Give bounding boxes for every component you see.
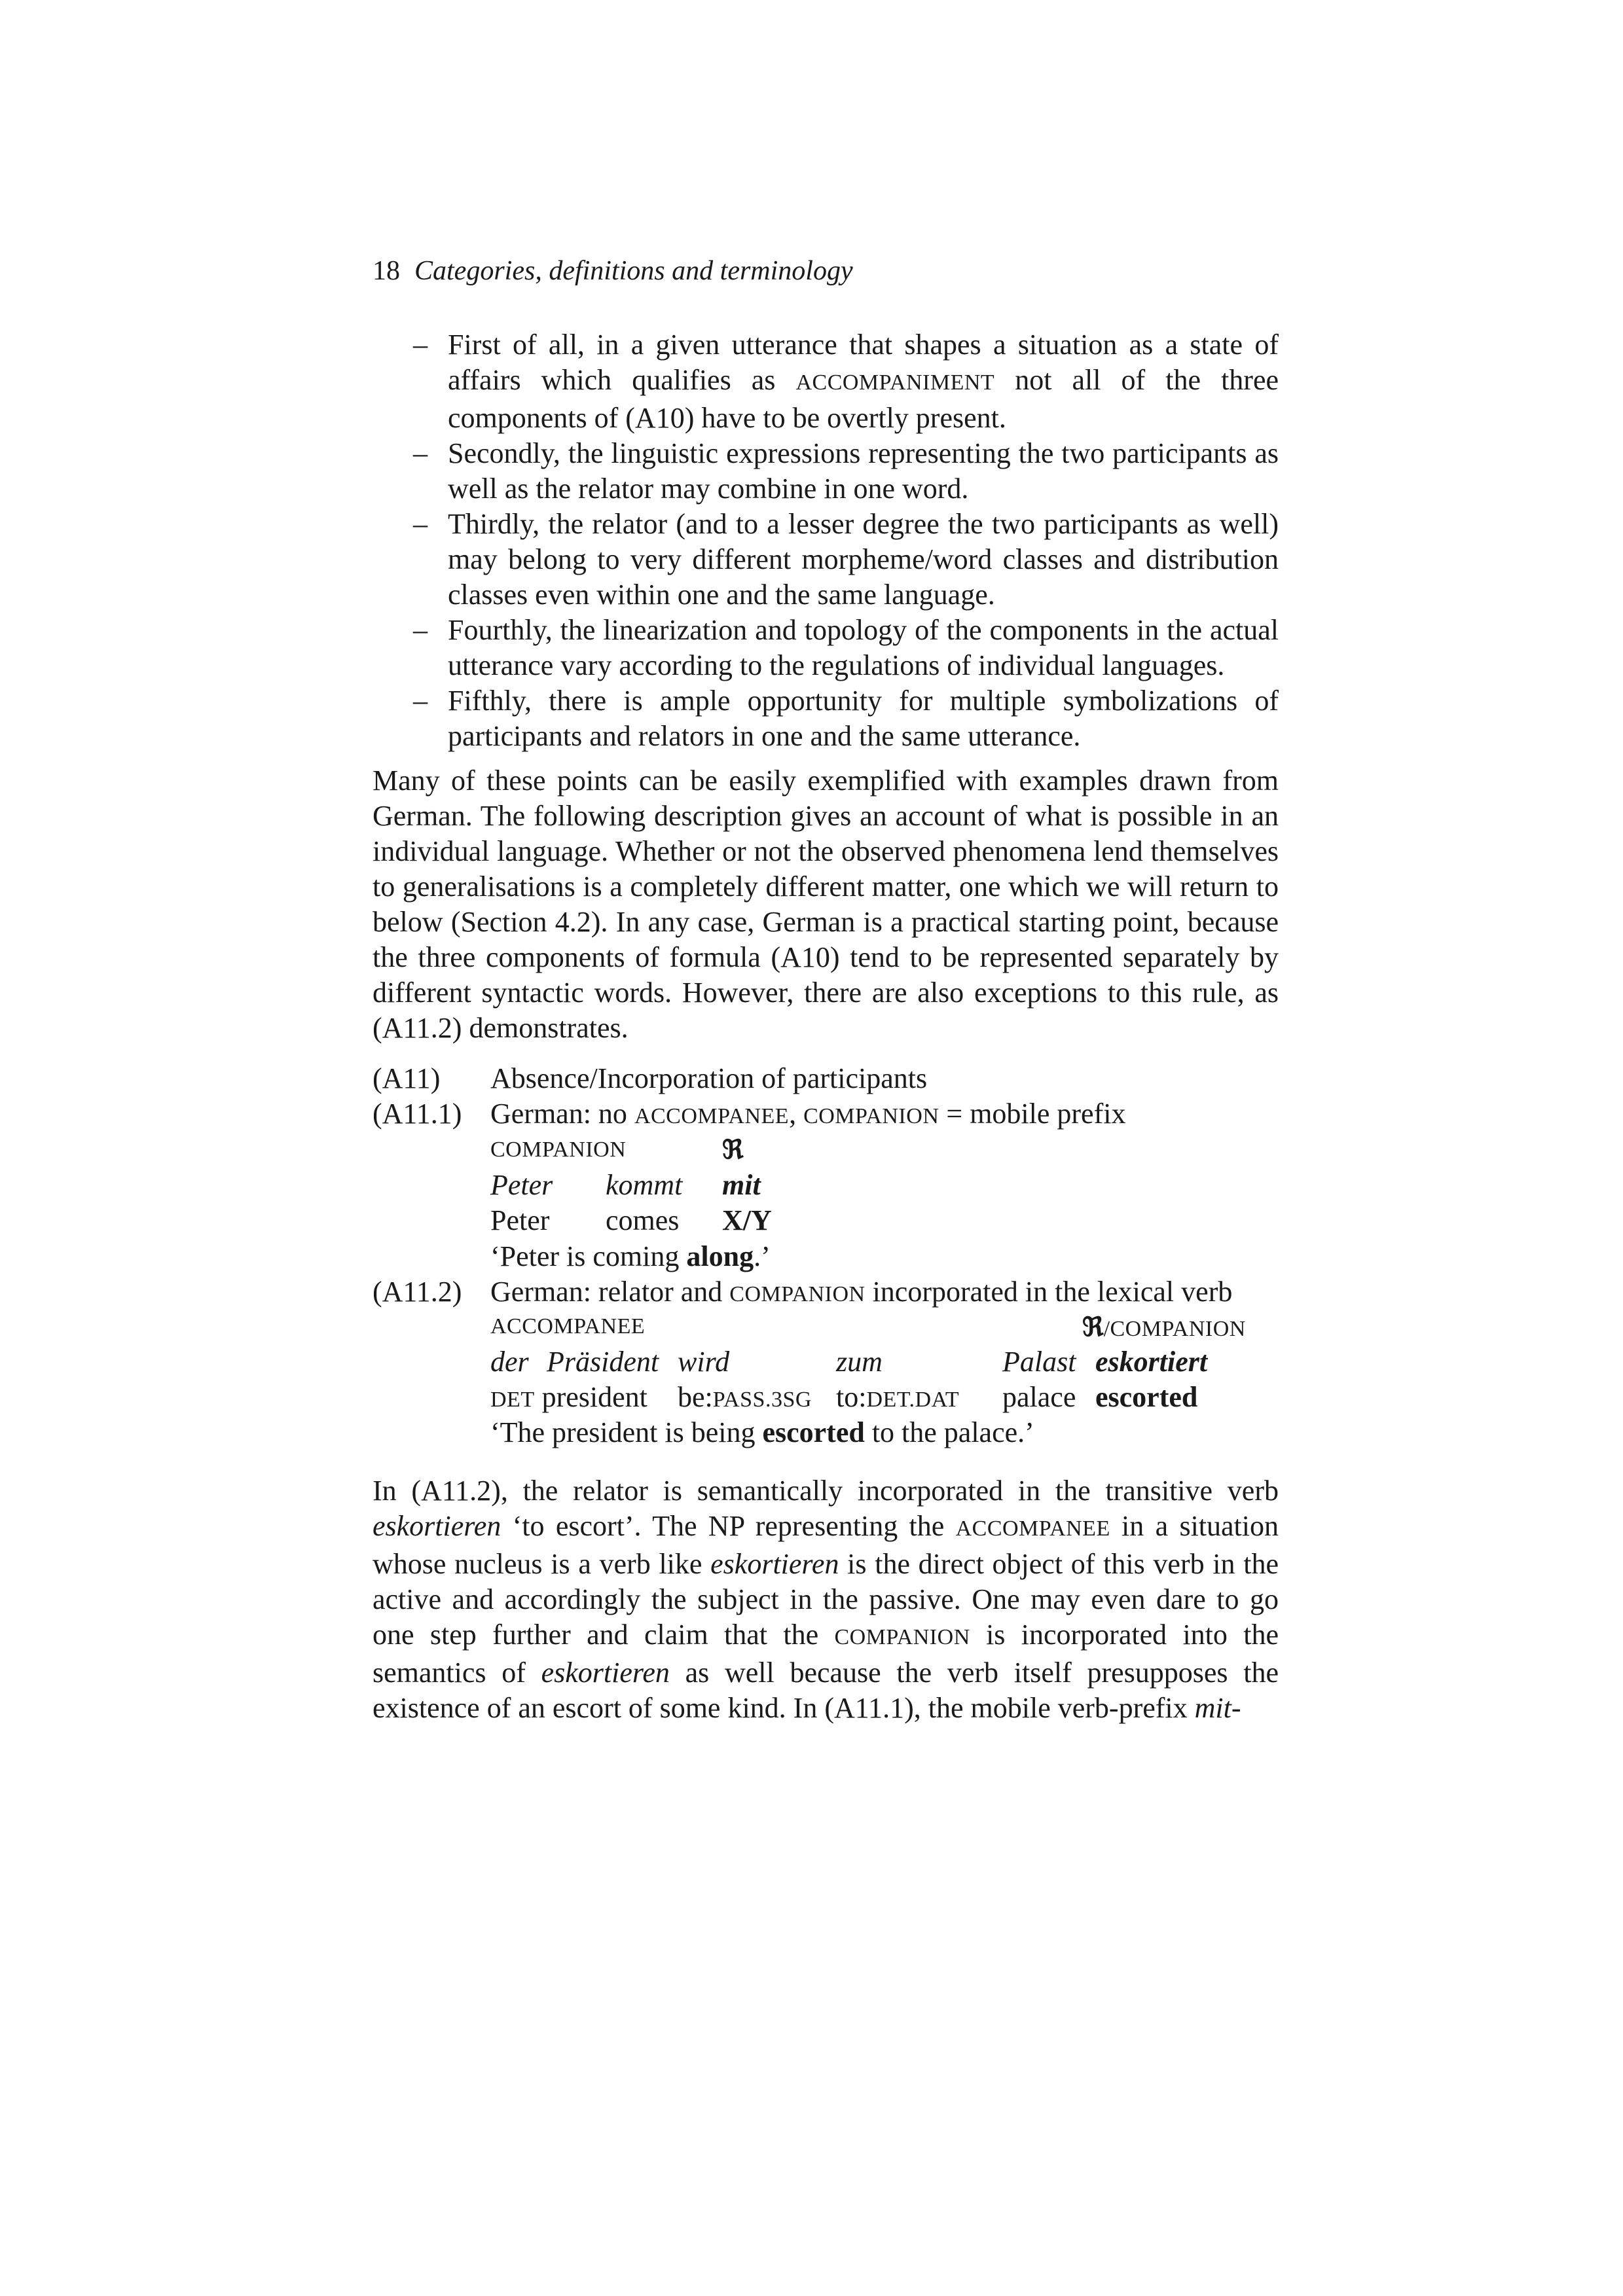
dash-marker: – <box>413 685 428 717</box>
role-label: COMPANION <box>490 1138 627 1162</box>
gloss: to:DET.DAT <box>836 1381 960 1413</box>
word: zum <box>836 1346 883 1378</box>
bullet-item <box>373 436 1279 507</box>
word-line-a11-1 <box>490 1168 1014 1203</box>
example-title: German: no ACCOMPANEE, COMPANION = mobile prefix <box>490 1098 1126 1130</box>
page-number: 18 <box>373 256 400 286</box>
gloss: Peter <box>490 1204 550 1236</box>
relator-symbol: ℜ <box>1082 1312 1104 1342</box>
gloss-line-a11-2 <box>490 1380 1279 1415</box>
bullet-text: Fourthly, the linearization and topology of the components in the actual utterance vary according to the regulations of individual languages. <box>448 614 1279 681</box>
running-header <box>373 254 853 288</box>
running-title: Categories, definitions and terminology <box>414 256 853 286</box>
gloss: palace <box>1002 1381 1076 1413</box>
example-number: (A11.1) <box>373 1098 462 1130</box>
bullet-text: First of all, in a given utterance that shapes a situation as a state of affairs which qualifies as <box>448 329 1279 396</box>
gloss: comes <box>606 1204 680 1236</box>
word: eskortiert <box>1095 1346 1208 1378</box>
bullet-text: Fifthly, there is ample opportunity for multiple symbolizations of participants and relators in one and the same utterance. <box>448 685 1279 752</box>
gloss-line-a11-1 <box>490 1203 1014 1238</box>
dash-marker: – <box>413 614 428 646</box>
dash-marker: – <box>413 508 428 540</box>
bullet-text: not all of the three components of (A10) have to be overtly present. <box>448 364 1279 434</box>
dash-marker: – <box>413 329 428 361</box>
word: Palast <box>1002 1346 1076 1378</box>
bullet-item <box>373 613 1279 683</box>
example-number: (A11.2) <box>373 1276 462 1308</box>
dash-marker: – <box>413 437 428 469</box>
word: Peter <box>490 1169 553 1201</box>
gloss: escorted <box>1095 1381 1198 1413</box>
word: Präsident <box>547 1346 659 1378</box>
bullet-item <box>373 683 1279 754</box>
role-line-a11-2 <box>490 1309 1279 1344</box>
paragraph-1: Many of these points can be easily exemplified with examples drawn from German. The following description gives an account of what is possible in an individual language. Whether or not the observed phenomena lend themselves to generalisations is a completely different matter, one which we will return to below (Section 4.2). In any case, German is a practical starting point, because the three components of formula (A10) tend to be represented separately by different syntactic words. However, there are also exceptions to this rule, as (A11.2) demonstrates. <box>373 764 1279 1044</box>
word: der <box>490 1346 529 1378</box>
translation: ‘The president is being escorted to the palace.’ <box>490 1416 1034 1448</box>
translation-a11-1 <box>490 1239 1145 1274</box>
bullet-text: Secondly, the linguistic expressions representing the two participants as well as the relator may combine in one word. <box>448 437 1279 505</box>
bullet-item <box>373 507 1279 613</box>
word: mit <box>722 1169 761 1201</box>
role-line-a11-1 <box>490 1132 1014 1168</box>
gloss: X/Y <box>722 1204 772 1236</box>
role-label: ℜ/COMPANION <box>1082 1312 1246 1342</box>
bullet-text: Thirdly, the relator (and to a lesser degree the two participants as well) may belong to very different morpheme/word classes and distribution classes even within one and the same language. <box>448 508 1279 611</box>
paragraph-2: In (A11.2), the relator is semantically incorporated in the transitive verb eskortieren ‘to escort’. The NP representing the ACCOMPANEE in a situation whose nucleus is a verb like eskortieren is the direct object of this verb in the active and accordingly the subject in the passive. One may even dare to go one step further and claim that the COMPANION is incorporated into the semantics of eskortieren as well because the verb itself presupposes the existence of an escort of some kind. In (A11.1), the mobile verb-prefix mit- <box>373 1475 1279 1724</box>
word-line-a11-2 <box>490 1344 1279 1380</box>
relator-symbol: ℜ <box>722 1134 744 1165</box>
word: wird <box>678 1346 730 1378</box>
bullet-list <box>373 327 1279 754</box>
gloss: be:PASS.3SG <box>678 1381 812 1413</box>
small-caps-term: ACCOMPANIMENT <box>795 370 995 395</box>
translation-a11-2 <box>490 1415 1279 1450</box>
bullet-item <box>373 327 1279 436</box>
gloss: DET president <box>490 1381 647 1413</box>
example-title: German: relator and COMPANION incorporated in the lexical verb <box>490 1276 1233 1308</box>
example-number: (A11) <box>373 1062 441 1094</box>
example-title: Absence/Incorporation of participants <box>490 1062 928 1094</box>
translation: ‘Peter is coming along.’ <box>490 1240 771 1272</box>
word: kommt <box>606 1169 683 1201</box>
role-label: ACCOMPANEE <box>490 1314 646 1338</box>
